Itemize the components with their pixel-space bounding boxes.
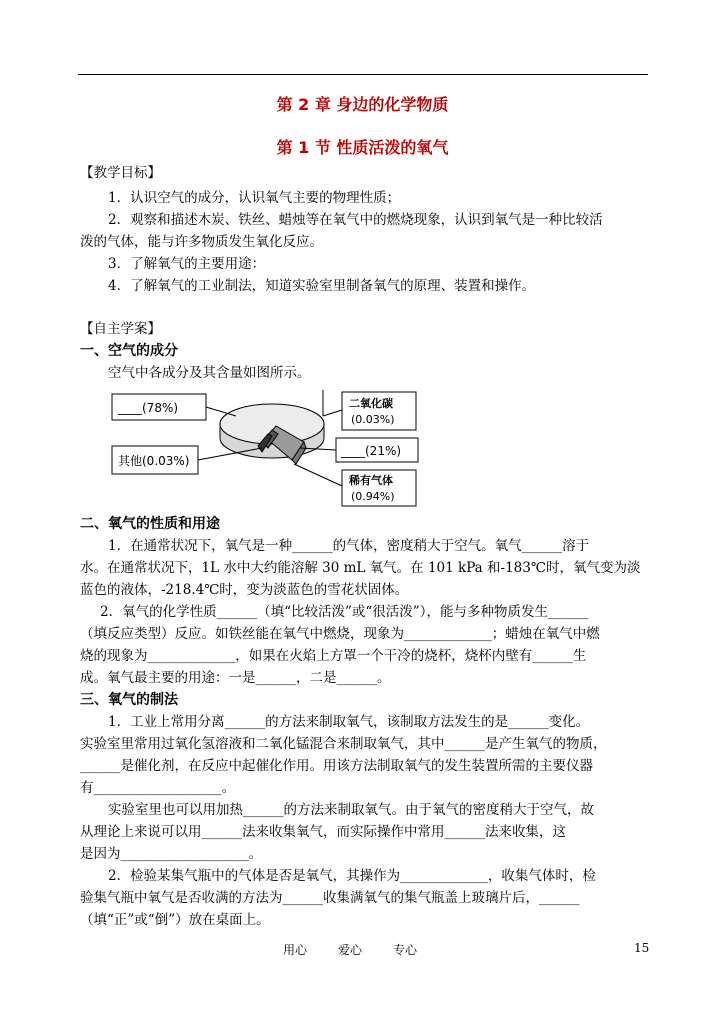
part3-line: 实验室里也可以用加热______的方法来制取氧气。由于氧气的密度稍大于空气，故 xyxy=(108,802,594,818)
part2-line: 烧的现象为_____________，如果在火焰上方罩一个干冷的烧杯，烧杯内壁有______生 xyxy=(80,648,587,664)
part3-line: 实验室里常用过氧化氢溶液和二氧化锰混合来制取氧气，其中______是产生氧气的物质， xyxy=(80,736,607,752)
footer-motto-2: 爱心 xyxy=(338,943,363,957)
part3-line: 是因为___________________。 xyxy=(80,846,263,862)
part2-line: 1．在通常状况下，氧气是一种______的气体，密度稍大于空气。氧气______溶于 xyxy=(108,538,590,554)
label-21: ____(21%) xyxy=(341,444,402,458)
pie-chart xyxy=(220,404,324,464)
part3-line: 2．检验某集气瓶中的气体是否是氧气，其操作为_____________，收集气体时，检 xyxy=(108,868,596,884)
part3-line: 1．工业上常用分离______的方法来制取氧气，该制取方法发生的是______变化。 xyxy=(108,714,590,730)
goal-item: 3．了解氧气的主要用途： xyxy=(108,256,266,272)
label-co2-name: 二氧化碳 xyxy=(349,397,393,410)
goal-item: 4．了解氧气的工业制法，知道实验室里制备氧气的原理、装置和操作。 xyxy=(108,278,536,294)
part1-intro: 空气中各成分及其含量如图所示。 xyxy=(108,365,311,381)
part3-line: 有___________________。 xyxy=(80,780,236,796)
header-rule xyxy=(78,74,648,75)
goal-item: 泼的气体，能与许多物质发生氧化反应。 xyxy=(80,234,323,250)
label-noble-pct: (0.94%) xyxy=(351,490,395,503)
air-composition-diagram xyxy=(108,386,440,508)
part3-heading: 三、氧气的制法 xyxy=(80,692,178,708)
part2-heading: 二、氧气的性质和用途 xyxy=(80,516,220,532)
part3-line: 验集气瓶中氧气是否收满的方法为______收集满氧气的集气瓶盖上玻璃片后，______ xyxy=(80,890,580,906)
section-title: 第 1 节 性质活泼的氧气 xyxy=(276,138,449,157)
label-co2-pct: (0.03%) xyxy=(351,413,395,426)
self-study-heading: 【自主学案】 xyxy=(80,321,161,337)
label-noble-name: 稀有气体 xyxy=(349,474,393,487)
goals-heading: 【教学目标】 xyxy=(80,165,161,181)
part3-line: （填“正”或“倒”）放在桌面上。 xyxy=(80,912,270,928)
goal-item: 1．认识空气的成分，认识氧气主要的物理性质； xyxy=(108,190,401,206)
footer-motto-3: 专心 xyxy=(393,943,418,957)
part2-line: 蓝色的液体，-218.4℃时，变为淡蓝色的雪花状固体。 xyxy=(80,582,409,598)
part3-line: 从理论上来说可以用______法来收集氧气，而实际操作中常用______法来收集，这 xyxy=(80,824,566,840)
goal-item: 2．观察和描述木炭、铁丝、蜡烛等在氧气中的燃烧现象，认识到氧气是一种比较活 xyxy=(108,212,603,228)
part2-line: （填反应类型）反应。如铁丝能在氧气中燃烧，现象为_____________；蜡烛在氧气中燃 xyxy=(80,626,600,642)
part3-line: ______是催化剂，在反应中起催化作用。用该方法制取氧气的发生装置所需的主要仪器 xyxy=(80,758,593,774)
part2-line: 2．氧气的化学性质______（填“比较活泼”或“很活泼”），能与多种物质发生______ xyxy=(100,604,589,620)
chapter-title: 第 2 章 身边的化学物质 xyxy=(276,95,449,114)
part2-line: 水。在通常状况下，1L 水中大约能溶解 30 mL 氧气。在 101 kPa 和-183℃时，氧气变为淡 xyxy=(80,560,641,576)
part2-line: 成。氧气最主要的用途：一是______，二是______。 xyxy=(80,670,391,686)
part1-heading: 一、空气的成分 xyxy=(80,343,178,359)
label-other: 其他(0.03%) xyxy=(118,454,190,468)
page-number: 15 xyxy=(634,941,650,955)
footer-motto-1: 用心 xyxy=(283,943,308,957)
label-78: ____(78%) xyxy=(118,401,179,415)
